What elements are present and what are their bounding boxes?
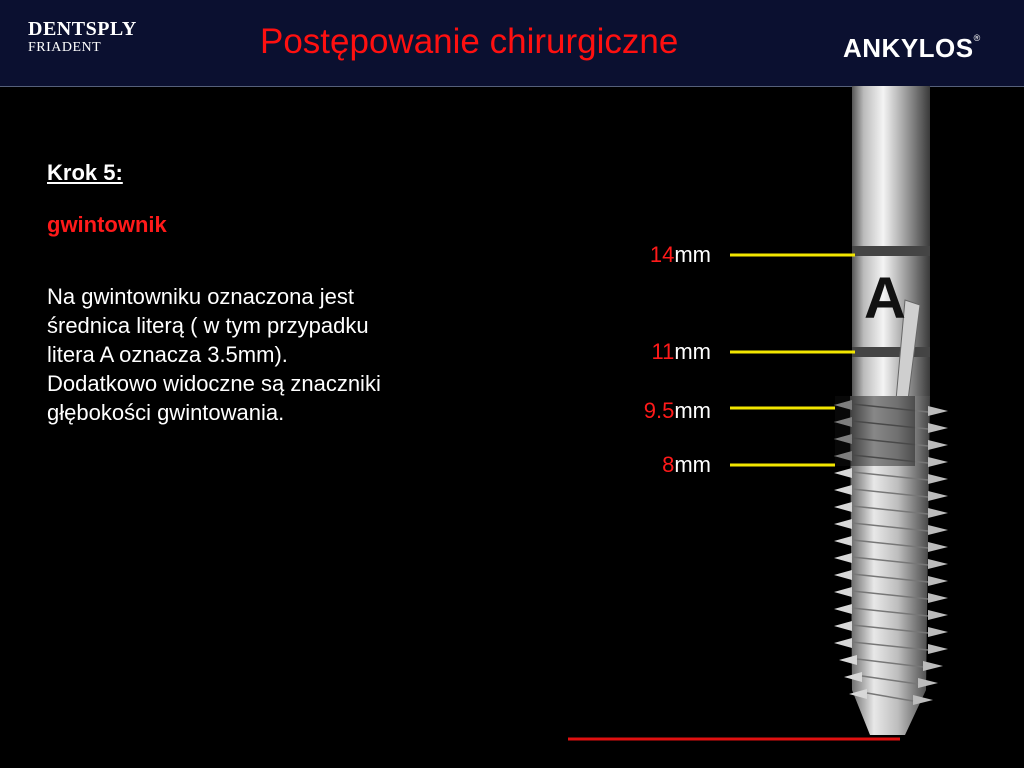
thread-tooth-right [928, 440, 948, 450]
marker-label-9.5 [591, 398, 711, 424]
marker-unit: mm [674, 452, 711, 477]
depth-band [835, 396, 915, 466]
slide-title: Postępowanie chirurgiczne [260, 22, 679, 61]
diameter-letter: A [864, 266, 906, 331]
thread-tooth-left [834, 587, 852, 597]
registered-mark: ® [973, 33, 981, 43]
marker-label-14 [591, 242, 711, 268]
tool-name: gwintownik [47, 212, 167, 237]
thread-tooth-left [834, 502, 852, 512]
thread-tooth-left [834, 604, 852, 614]
description-line: głębokości gwintowania. [47, 400, 285, 425]
thread-tooth-right [928, 542, 948, 552]
description-line: Na gwintowniku oznaczona jest [47, 284, 354, 309]
marker-value: 9.5 [643, 398, 675, 423]
thread-tooth-right [928, 644, 948, 654]
thread-tooth-left [839, 655, 857, 665]
thread-tooth-left [834, 638, 852, 648]
thread-tooth-right [928, 474, 948, 484]
marker-value: 8 [662, 452, 675, 477]
step-heading: Krok 5: [47, 160, 123, 185]
description-line: litera A oznacza 3.5mm). [47, 342, 288, 367]
thread-tooth-right [928, 457, 948, 467]
marker-unit: mm [674, 242, 711, 267]
marker-unit: mm [674, 398, 711, 423]
ankylos-logo-text: ANKYLOS [843, 33, 974, 63]
thread-tooth-left [834, 519, 852, 529]
logo-line-1: DENTSPLY [28, 18, 137, 40]
thread-tooth-right [928, 610, 948, 620]
thread-tooth-right [928, 406, 948, 416]
marker-unit: mm [674, 339, 711, 364]
thread-tooth-left [834, 536, 852, 546]
marker-value: 14 [649, 242, 675, 267]
logo-line-2: FRIADENT [28, 40, 102, 55]
thread-tooth-right [928, 491, 948, 501]
description-line: Dodatkowo widoczne są znaczniki [47, 371, 381, 396]
thread-tooth-right [918, 678, 938, 688]
marker-value: 11 [651, 339, 675, 364]
thread-tooth-left [834, 468, 852, 478]
description-line: średnica literą ( w tym przypadku [47, 313, 369, 338]
thread-tooth-right [928, 525, 948, 535]
depth-groove-11 [852, 347, 930, 357]
thread-tooth-left [834, 553, 852, 563]
thread-tooth-right [913, 695, 933, 705]
depth-groove-14 [852, 246, 930, 256]
thread-tooth-right [928, 508, 948, 518]
marker-label-8 [591, 452, 711, 478]
thread-tooth-right [928, 559, 948, 569]
thread-tooth-right [928, 627, 948, 637]
thread-tooth-left [834, 621, 852, 631]
thread-tooth-right [923, 661, 943, 671]
thread-tooth-left [834, 570, 852, 580]
thread-tooth-right [928, 576, 948, 586]
thread-tooth-right [928, 423, 948, 433]
marker-label-11 [591, 339, 711, 365]
thread-tooth-left [834, 485, 852, 495]
thread-tooth-right [928, 593, 948, 603]
